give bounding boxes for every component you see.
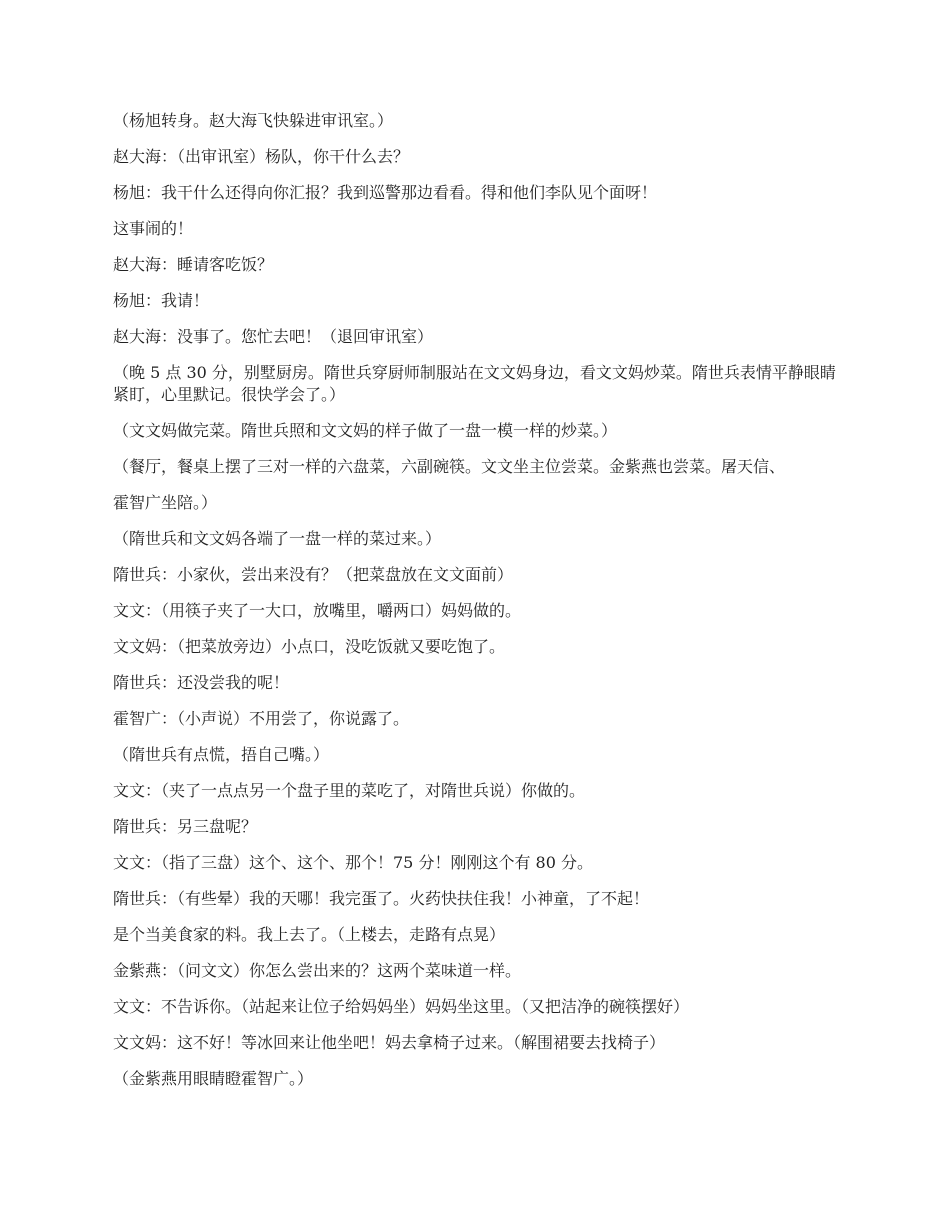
script-line: 杨旭：我干什么还得向你汇报？我到巡警那边看看。得和他们李队见个面呀！ <box>113 183 658 202</box>
script-line: （文文妈做完菜。隋世兵照和文文妈的样子做了一盘一模一样的炒菜。） <box>113 421 618 440</box>
script-line: 文文：（夹了一点点另一个盘子里的菜吃了，对隋世兵说）你做的。 <box>113 781 586 800</box>
script-line: （隋世兵有点慌，捂自己嘴。） <box>113 745 330 764</box>
script-line: 这事闹的！ <box>113 219 194 238</box>
script-line: 隋世兵：小家伙，尝出来没有？（把菜盘放在文文面前） <box>113 565 514 584</box>
script-line: 金紫燕：（问文文）你怎么尝出来的？这两个菜味道一样。 <box>113 961 522 980</box>
script-line: 隋世兵：（有些晕）我的天哪！我完蛋了。火药快扶住我！小神童，了不起！ <box>113 889 650 908</box>
script-line: 隋世兵：还没尝我的呢！ <box>113 673 290 692</box>
script-line: （杨旭转身。赵大海飞快躲进审讯室。） <box>113 111 394 130</box>
script-line: 隋世兵：另三盘呢？ <box>113 817 258 836</box>
script-line: 赵大海：（出审讯室）杨队，你干什么去？ <box>113 147 410 166</box>
script-line: （晚 5 点 30 分，别墅厨房。隋世兵穿厨师制服站在文文妈身边，看文文妈炒菜。隋世兵表情平静眼睛紧盯，心里默记。很快学会了。） <box>113 363 836 404</box>
script-line: 霍智广：（小声说）不用尝了，你说露了。 <box>113 709 410 728</box>
script-line: （餐厅，餐桌上摆了三对一样的六盘菜，六副碗筷。文文坐主位尝菜。金紫燕也尝菜。屠天信、 <box>113 457 786 476</box>
script-line: 文文：（指了三盘）这个、这个、那个！75 分！刚刚这个有 80 分。 <box>113 853 593 872</box>
script-line: 杨旭：我请！ <box>113 291 210 310</box>
script-line: 文文：（用筷子夹了一大口，放嘴里，嚼两口）妈妈做的。 <box>113 601 522 620</box>
script-line: （隋世兵和文文妈各端了一盘一样的菜过来。） <box>113 529 442 548</box>
script-line: 赵大海：没事了。您忙去吧！（退回审讯室） <box>113 327 434 346</box>
script-line: 霍智广坐陪。） <box>113 493 218 512</box>
script-line: （金紫燕用眼睛瞪霍智广。） <box>113 1069 314 1088</box>
script-line: 文文：不告诉你。（站起来让位子给妈妈坐）妈妈坐这里。（又把洁净的碗筷摆好） <box>113 997 690 1016</box>
script-body <box>113 110 843 1104</box>
script-line: 是个当美食家的料。我上去了。（上楼去，走路有点晃） <box>113 925 506 944</box>
script-line: 文文妈：（把菜放旁边）小点口，没吃饭就又要吃饱了。 <box>113 637 506 656</box>
script-line: 赵大海：睡请客吃饭？ <box>113 255 274 274</box>
script-line: 文文妈：这不好！等冰回来让他坐吧！妈去拿椅子过来。（解围裙要去找椅子） <box>113 1033 666 1052</box>
